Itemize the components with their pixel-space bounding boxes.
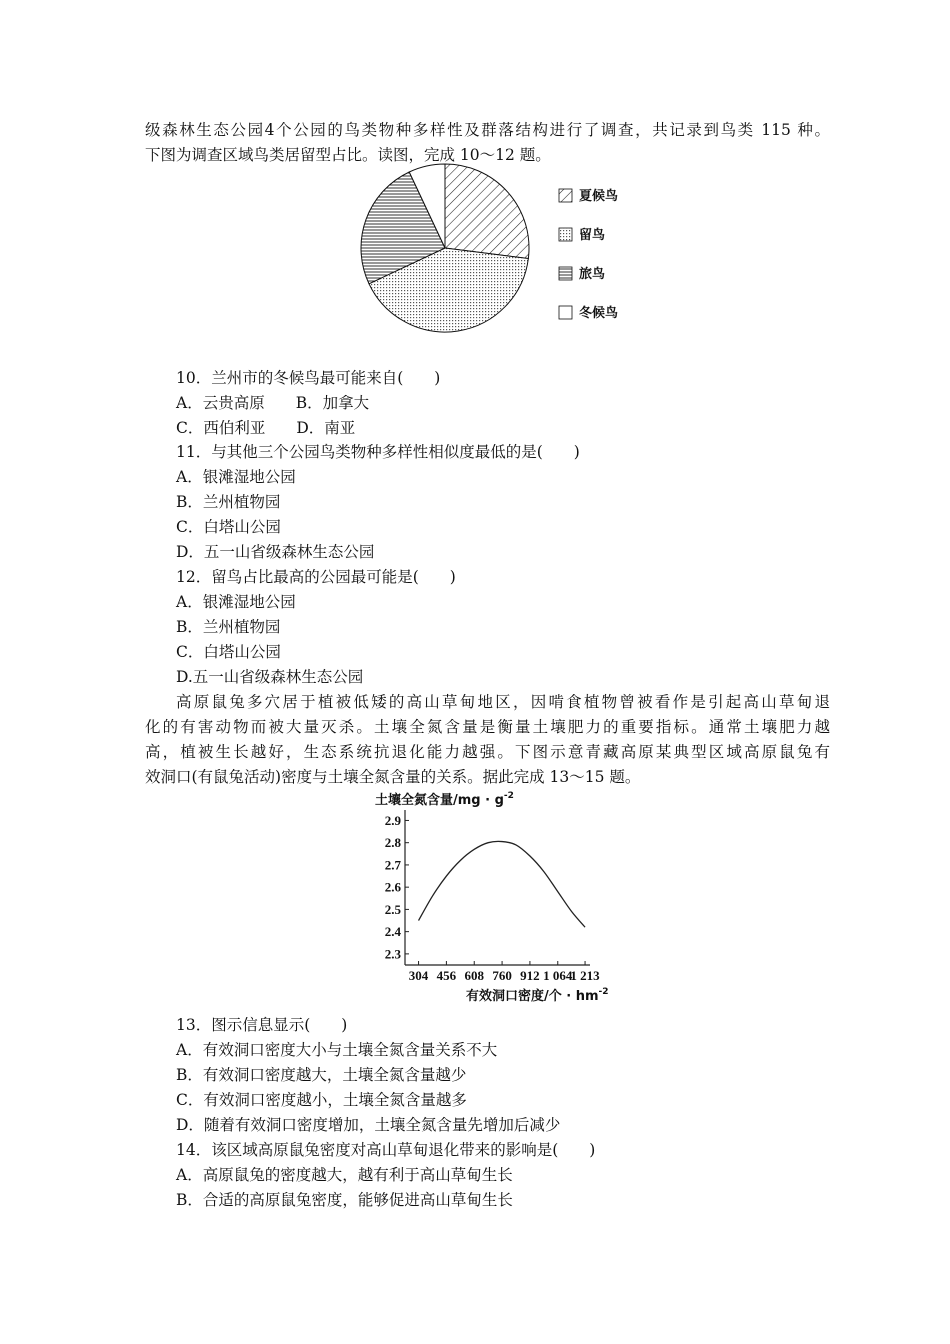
q14-stem: 14．该区域高原鼠兔密度对高山草甸退化带来的影响是( ): [176, 1141, 596, 1159]
y-tick-label: 2.8: [384, 835, 401, 851]
pie-legend: [559, 188, 618, 321]
q11-stem: 11．与其他三个公园鸟类物种多样性相似度最低的是( ): [176, 443, 580, 461]
q13-option-c: C．有效洞口密度越小，土壤全氮含量越多: [176, 1091, 467, 1109]
q12-option-d: D.五一山省级森林生态公园: [176, 668, 364, 686]
legend-label-passage: 旅鸟: [579, 267, 606, 282]
legend-label-resident: 留鸟: [579, 228, 606, 243]
q14-option-a: A．高原鼠兔的密度越大，越有利于高山草甸生长: [176, 1166, 513, 1184]
q12-stem: 12．留鸟占比最高的公园最可能是( ): [176, 568, 456, 586]
q13-option-b: B．有效洞口密度越大，土壤全氮含量越少: [176, 1066, 467, 1084]
q13-stem: 13．图示信息显示( ): [176, 1016, 348, 1034]
q14-option-b: B．合适的高原鼠兔密度，能够促进高山草甸生长: [176, 1191, 513, 1209]
y-axis-title: 土壤全氮含量$/mg \cdot g^{-2}$: [375, 791, 514, 808]
x-tick-label: 760: [492, 968, 512, 983]
x-tick-label: 912: [520, 968, 540, 983]
passage2-line-1: 高原鼠兔多穴居于植被低矮的高山草甸地区，因啃食植物曾被看作是引起高山草甸退: [176, 693, 830, 711]
q12-option-a: A．银滩湿地公园: [176, 593, 296, 611]
q10-options-cd: C．西伯利亚 D．南亚: [176, 419, 356, 437]
q13-option-a: A．有效洞口密度大小与土壤全氮含量关系不大: [176, 1041, 498, 1059]
legend-swatch-resident: [559, 228, 572, 241]
q11-option-d: D．五一山省级森林生态公园: [176, 543, 375, 561]
legend-label-summer: 夏候鸟: [579, 189, 619, 204]
passage2-line-3: 高，植被生长越好，生态系统抗退化能力越强。下图示意青藏高原某典型区域高原鼠兔有: [145, 743, 830, 761]
legend-swatch-winter: [559, 306, 572, 319]
line-chart: [368, 788, 628, 1010]
q13-option-d: D．随着有效洞口密度增加，土壤全氮含量先增加后减少: [176, 1116, 561, 1134]
legend-label-winter: 冬候鸟: [579, 306, 619, 321]
legend-swatch-summer: [559, 189, 572, 202]
y-tick-label: 2.6: [384, 879, 401, 895]
passage2-line-2: 化的有害动物而被大量灭杀。土壤全氮含量是衡量土壤肥力的重要指标。通常土壤肥力越: [145, 718, 830, 736]
y-tick-label: 2.9: [384, 812, 401, 828]
series-line: [419, 841, 586, 927]
y-tick-label: 2.7: [384, 857, 401, 873]
legend-swatch-passage: [559, 267, 572, 280]
q10-stem: 10．兰州市的冬候鸟最可能来自( ): [176, 369, 441, 387]
q12-option-b: B．兰州植物园: [176, 618, 281, 636]
x-tick-label: 1 064: [543, 968, 573, 983]
y-tick-label: 2.5: [384, 901, 401, 917]
x-tick-label: 1 213: [570, 968, 600, 983]
x-axis-title: 有效洞口密度/个 · $hm^{-2}$: [466, 987, 609, 1004]
q10-options-ab: A．云贵高原 B．加拿大: [176, 394, 370, 412]
x-tick-label: 304: [408, 968, 429, 983]
q11-option-c: C．白塔山公园: [176, 518, 281, 536]
q11-option-b: B．兰州植物园: [176, 493, 281, 511]
pie-slice-summer: [445, 164, 529, 259]
q11-option-a: A．银滩湿地公园: [176, 468, 296, 486]
intro-line-1: 级森林生态公园4个公园的鸟类物种多样性及群落结构进行了调查，共记录到鸟类 115 种。: [145, 121, 830, 139]
q12-option-c: C．白塔山公园: [176, 643, 281, 661]
y-tick-label: 2.3: [384, 946, 401, 962]
passage2-line-4: 效洞口(有鼠兔活动)密度与土壤全氮含量的关系。据此完成 13～15 题。: [145, 768, 641, 786]
y-tick-label: 2.4: [384, 924, 401, 940]
x-tick-label: 456: [436, 968, 457, 983]
intro-line-2: 下图为调查区域鸟类居留型占比。读图，完成 10～12 题。: [145, 146, 551, 164]
pie-chart: [355, 160, 655, 350]
x-tick-label: 608: [464, 968, 484, 983]
